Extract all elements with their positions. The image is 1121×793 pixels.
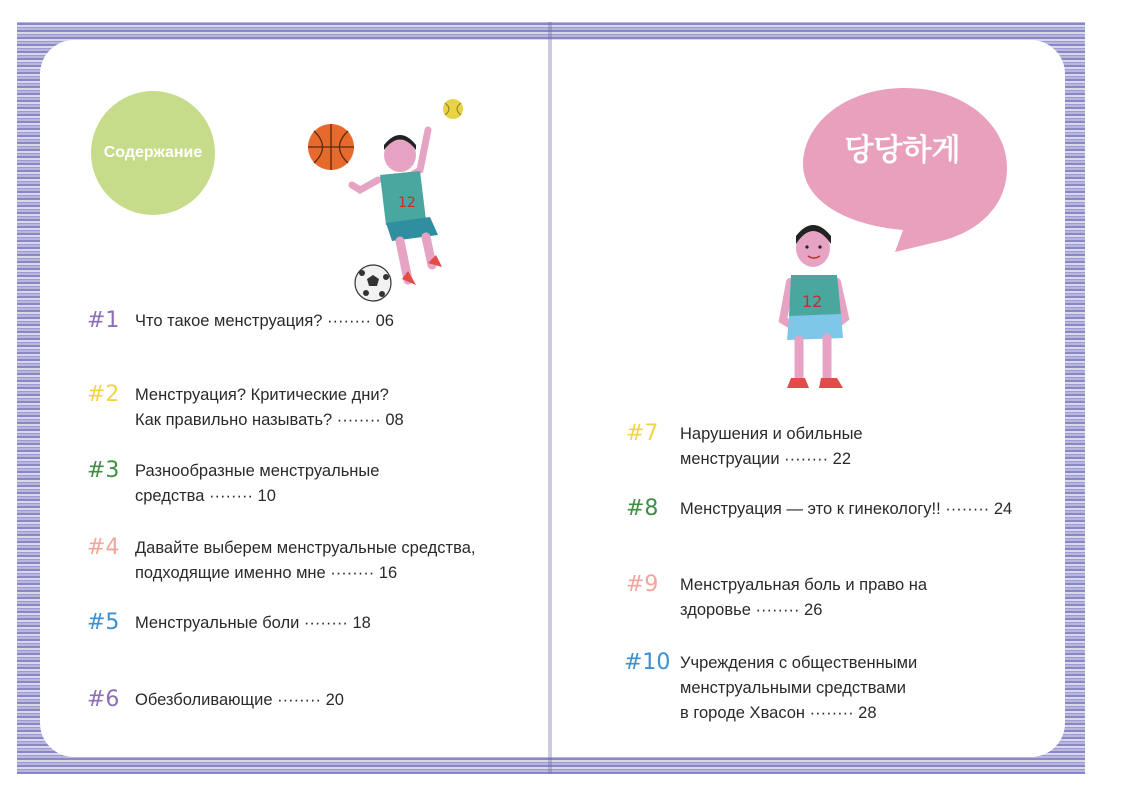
entry-number: #6	[87, 687, 120, 712]
entry-line: здоровье ········ 26	[680, 601, 823, 619]
toc-entry-10[interactable]	[624, 650, 917, 726]
toc-entry-6[interactable]	[87, 687, 344, 713]
entry-text	[135, 536, 475, 586]
entry-text	[680, 422, 863, 472]
entry-number: #2	[87, 382, 120, 407]
entry-text	[680, 573, 927, 623]
entry-text	[135, 309, 394, 334]
entry-number: #5	[87, 610, 120, 635]
toc-entry-3[interactable]	[87, 458, 379, 509]
entry-line: Учреждения с общественными	[680, 654, 918, 672]
toc-entry-9[interactable]	[626, 572, 927, 623]
entry-text	[135, 688, 344, 713]
entry-number: #10	[624, 650, 671, 675]
entry-line: Разнообразные менструальные	[135, 462, 380, 480]
entry-text	[135, 611, 371, 636]
entry-number: #1	[87, 308, 120, 333]
svg-text:12: 12	[802, 292, 823, 311]
toc-entry-8[interactable]	[626, 496, 1012, 522]
entry-line: Обезболивающие ········ 20	[135, 691, 344, 709]
entry-line: Нарушения и обильные	[680, 425, 863, 443]
toc-entry-5[interactable]	[87, 610, 371, 636]
entry-number: #3	[87, 458, 120, 483]
entry-line: в городе Хвасон ········ 28	[680, 704, 877, 722]
child-playing-illustration	[300, 95, 475, 305]
entry-line: средства ········ 10	[135, 487, 276, 505]
entry-line: Менструальная боль и право на	[680, 576, 928, 594]
entry-line: Менструальные боли ········ 18	[135, 614, 371, 632]
entry-line: менструации ········ 22	[680, 450, 852, 468]
entry-number: #4	[87, 535, 120, 560]
contents-heading-circle	[91, 91, 215, 215]
book-gutter	[548, 22, 552, 774]
entry-text	[135, 383, 404, 433]
entry-line: Менструация? Критические дни?	[135, 386, 389, 404]
svg-text:12: 12	[398, 195, 416, 211]
toc-entry-1[interactable]	[87, 308, 394, 334]
entry-number: #8	[626, 496, 659, 521]
entry-line: Давайте выберем менструальные средства,	[135, 539, 476, 557]
toc-entry-4[interactable]	[87, 535, 475, 586]
entry-number: #7	[626, 421, 659, 446]
child-standing-illustration	[765, 220, 865, 405]
entry-line: Как правильно называть? ········ 08	[135, 411, 404, 429]
entry-line: менструальными средствами	[680, 679, 907, 697]
toc-entry-2[interactable]	[87, 382, 404, 433]
toc-entry-7[interactable]	[626, 421, 863, 472]
entry-number: #9	[626, 572, 659, 597]
entry-text	[135, 459, 379, 509]
tennis-ball-icon	[443, 99, 463, 119]
entry-line: Что такое менструация? ········ 06	[135, 312, 394, 330]
bubble-text: 당당하게	[844, 133, 961, 168]
entry-text	[680, 651, 917, 726]
entry-line: подходящие именно мне ········ 16	[135, 564, 398, 582]
entry-text	[680, 497, 1012, 522]
contents-heading: Содержание	[103, 144, 203, 161]
entry-line: Менструация — это к гинекологу!! ········ 24	[680, 500, 1013, 518]
